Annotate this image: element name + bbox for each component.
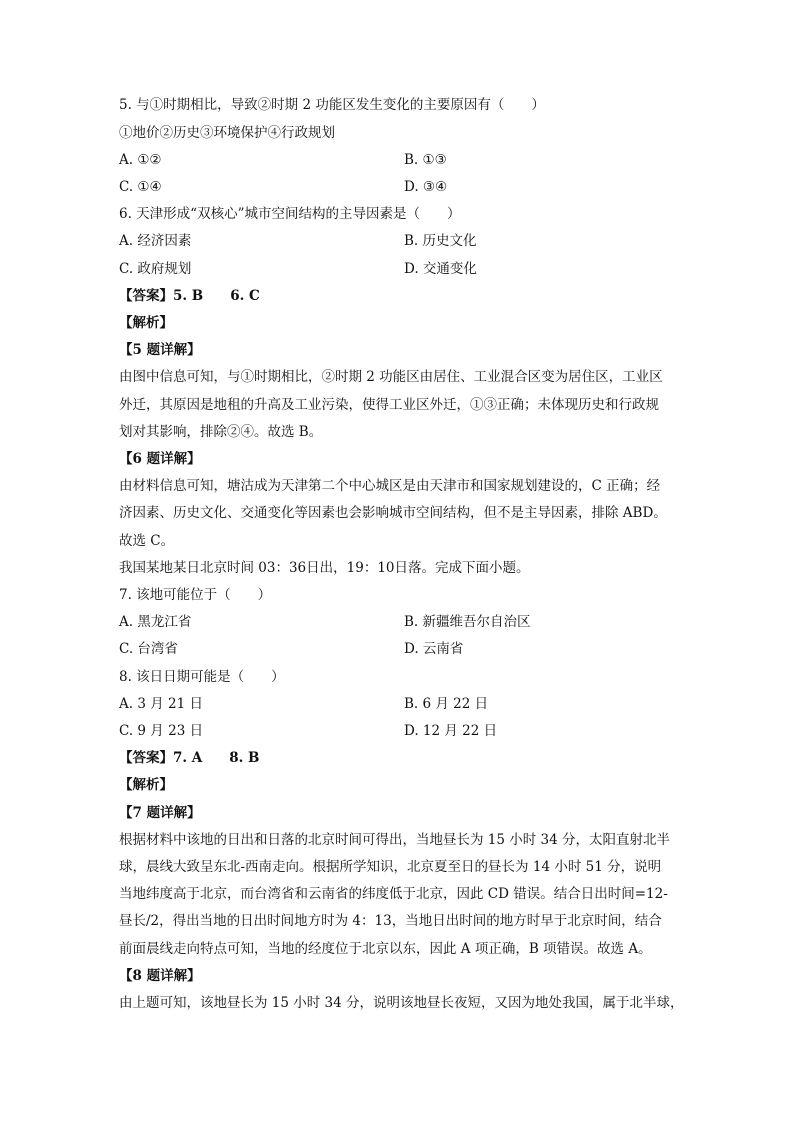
- detail-6-title: 【6 题详解】: [119, 451, 201, 467]
- detail-5-title: 【5 题详解】: [119, 342, 201, 358]
- q6-stem: 6. 天津形成“双核心”城市空间结构的主导因素是（ ）: [119, 206, 461, 222]
- q7-option-b: B. 新疆维吾尔自治区: [404, 614, 531, 630]
- detail-7-line-5: 前面晨线走向特点可知，当地的经度位于北京以东，因此 A 项正确，B 项错误。故选 A。: [119, 941, 652, 957]
- q7-option-d: D. 云南省: [404, 641, 464, 657]
- q5-option-b: B. ①③: [404, 152, 447, 168]
- detail-6-line-3: 故选 C。: [119, 533, 175, 549]
- q5-stem: 5. 与①时期相比，导致②时期 2 功能区发生变化的主要原因有（ ）: [119, 97, 545, 113]
- q5-option-a: A. ①②: [119, 152, 162, 168]
- detail-7-line-2: 球，晨线大致呈东北-西南走向。根据所学知识，北京夏至日的昼长为 14 小时 51 分，说明: [119, 859, 662, 875]
- q5-items: ①地价②历史③环境保护④行政规划: [119, 125, 335, 141]
- detail-7-line-3: 当地纬度高于北京，而台湾省和云南省的纬度低于北京，因此 CD 错误。结合日出时间=12-: [119, 886, 668, 902]
- q8-option-a: A. 3 月 21 日: [119, 696, 203, 712]
- q8-stem: 8. 该日日期可能是（ ）: [119, 669, 285, 685]
- material-text: 我国某地某日北京时间 03：36日出，19：10日落。完成下面小题。: [119, 560, 530, 576]
- detail-7-title: 【7 题详解】: [119, 805, 201, 821]
- detail-7-line-1: 根据材料中该地的日出和日落的北京时间可得出，当地昼长为 15 小时 34 分，太阳直射北半: [119, 832, 671, 848]
- q8-option-c: C. 9 月 23 日: [119, 723, 204, 739]
- q6-option-c: C. 政府规划: [119, 261, 192, 277]
- q5-option-d: D. ③④: [404, 179, 448, 195]
- detail-8-title: 【8 题详解】: [119, 968, 201, 984]
- q8-option-b: B. 6 月 22 日: [404, 696, 489, 712]
- detail-5-line-1: 由图中信息可知，与①时期相比，②时期 2 功能区由居住、工业混合区变为居住区，工业区: [119, 369, 663, 385]
- detail-5-line-2: 外迁，其原因是地租的升高及工业污染，使得工业区外迁，①③正确；未体现历史和行政规: [119, 397, 659, 413]
- answer-5-6: 【答案】5. B 6. C: [119, 288, 260, 304]
- q6-option-a: A. 经济因素: [119, 233, 192, 249]
- detail-5-line-3: 划对其影响，排除②④。故选 B。: [119, 424, 323, 440]
- answer-7-8: 【答案】7. A 8. B: [119, 750, 260, 766]
- detail-6-line-2: 济因素、历史文化、交通变化等因素也会影响城市空间结构，但不是主导因素，排除 ABD。: [119, 505, 667, 521]
- q7-stem: 7. 该地可能位于（ ）: [119, 587, 272, 603]
- analysis-heading-2: 【解析】: [119, 777, 173, 793]
- detail-6-line-1: 由材料信息可知，塘沽成为天津第二个中心城区是由天津市和国家规划建设的，C 正确；经: [119, 478, 661, 494]
- q5-option-c: C. ①④: [119, 179, 162, 195]
- analysis-heading-1: 【解析】: [119, 315, 173, 331]
- q6-option-d: D. 交通变化: [404, 261, 477, 277]
- q6-option-b: B. 历史文化: [404, 233, 477, 249]
- detail-8-line-1: 由上题可知，该地昼长为 15 小时 34 分，说明该地昼长夜短，又因为地处我国，属于北半球，: [119, 995, 684, 1011]
- q7-option-c: C. 台湾省: [119, 641, 178, 657]
- q7-option-a: A. 黑龙江省: [119, 614, 192, 630]
- detail-7-line-4: 昼长/2，得出当地的日出时间地方时为 4：13，当地日出时间的地方时早于北京时间，结合: [119, 913, 662, 929]
- q8-option-d: D. 12 月 22 日: [404, 723, 498, 739]
